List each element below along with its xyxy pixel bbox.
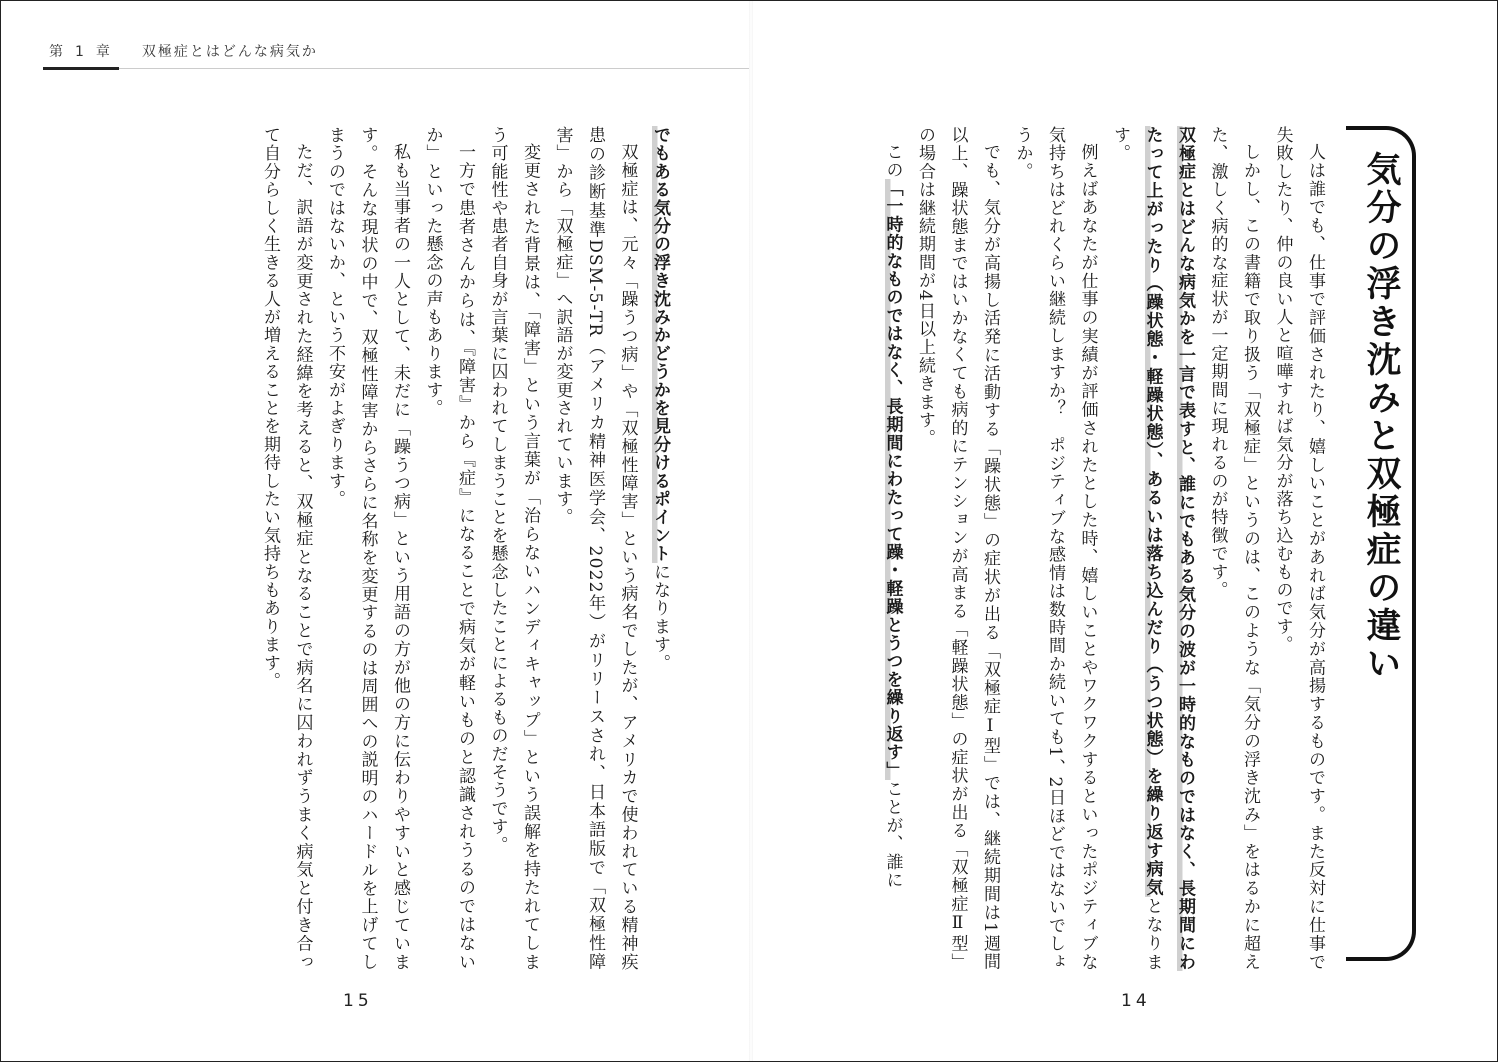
chapter-label: 第 1 章 <box>49 44 112 60</box>
emphasis-text: でもある気分の浮き沈みかどうかを見分けるポイント <box>650 126 670 563</box>
paragraph: 人は誰でも、仕事で評価されたり、嬉しいことがあれば気分が高揚するものです。また反対に仕事で失敗したり、仲の良い人と喧嘩すれば気分が落ち込むものです。 <box>1272 126 1325 971</box>
page-number-right: 14 <box>1121 991 1151 1011</box>
page-number-left: 15 <box>343 991 373 1011</box>
emphasis-text: 「一時的なものではなく、長期間にわたって躁・軽躁とうつを繰り返す」 <box>882 179 903 781</box>
paragraph: 双極症は、元々「躁うつ病」や「双極性障害」という病名でしたが、アメリカで使われている精神疾患の診断基準DSM-5-TR（アメリカ精神医学会、2022年）がリリースされ、日本語版で「双極性障害」から「双極症」へ訳語が変更されています。 <box>552 126 638 971</box>
paragraph-emphasis: 双極症とはどんな病気かを一言で表すと、誰にでもある気分の波が一時的なものではなく、長期間にわたって上がったり（躁状態・軽躁状態）、あるいは落ち込んだり（うつ状態）を繰り返す病気となります。 <box>1110 126 1195 971</box>
running-header <box>49 41 318 61</box>
header-rule-bold <box>43 67 119 70</box>
paragraph: でも、気分が高揚し活発に活動する「躁状態」の症状が出る「双極症Ⅰ型」では、継続期間は1週間以上、躁状態まではいかなくても病的にテンションが高まる「軽躁状態」の症状が出る「双極症Ⅱ型」の場合は継続期間が4日以上続きます。 <box>915 126 1000 971</box>
chapter-title: 双極症とはどんな病気か <box>141 44 318 60</box>
book-gutter <box>749 1 753 1061</box>
right-page-body <box>836 126 1331 971</box>
paragraph: 一方で患者さんからは、『障害』から『症』になることで病気が軽いものと認識されうるのではないか」といった懸念の声もあります。 <box>422 126 475 971</box>
emphasis-text: 双極症とはどんな病気かを一言で表すと、誰にでもある気分の波が一時的なものではなく、長期間にわたって上がったり（躁状態・軽躁状態）、あるいは落ち込んだり（うつ状態）を繰り返す病気 <box>1142 126 1195 971</box>
paragraph: 変更された背景は、「障害」という言葉が「治らないハンディキャップ」という誤解を持たれてしまう可能性や患者自身が言葉に囚われてしまうことを懸念したことによるものだそうです。 <box>487 126 540 971</box>
paragraph-emphasis: でもある気分の浮き沈みかどうかを見分けるポイントになります。 <box>650 126 670 673</box>
paragraph: ただ、訳語が変更された経緯を考えると、双極症となることで病名に囚われずうまく病気と付き合って自分らしく生きる人が増えることを期待したい気持ちもあります。 <box>260 126 313 971</box>
header-rule-thin <box>119 68 749 69</box>
section-title: 気分の浮き沈みと双極症の違い <box>1361 151 1401 683</box>
paragraph: 例えばあなたが仕事の実績が評価されたとした時、嬉しいことやワクワクするといったポジティブな気持ちはどれくらい継続しますか？ ポジティブな感情は数時間か続いても1、2日ほどではないでしょうか。 <box>1012 126 1098 971</box>
left-page-body <box>171 126 676 971</box>
paragraph: この「一時的なものではなく、長期間にわたって躁・軽躁とうつを繰り返す」ことが、誰に <box>882 143 903 890</box>
paragraph: 私も当事者の一人として、未だに「躁うつ病」という用語の方が他の方に伝わりやすいと感じています。そんな現状の中で、双極性障害からさらに名称を変更するのは周囲への説明のハードルを上げてしまうのではないか、という不安がよぎります。 <box>325 126 410 971</box>
paragraph: しかし、この書籍で取り扱う「双極症」というのは、このような「気分の浮き沈み」をはるかに超えた、激しく病的な症状が一定期間に現れるのが特徴です。 <box>1207 126 1260 971</box>
